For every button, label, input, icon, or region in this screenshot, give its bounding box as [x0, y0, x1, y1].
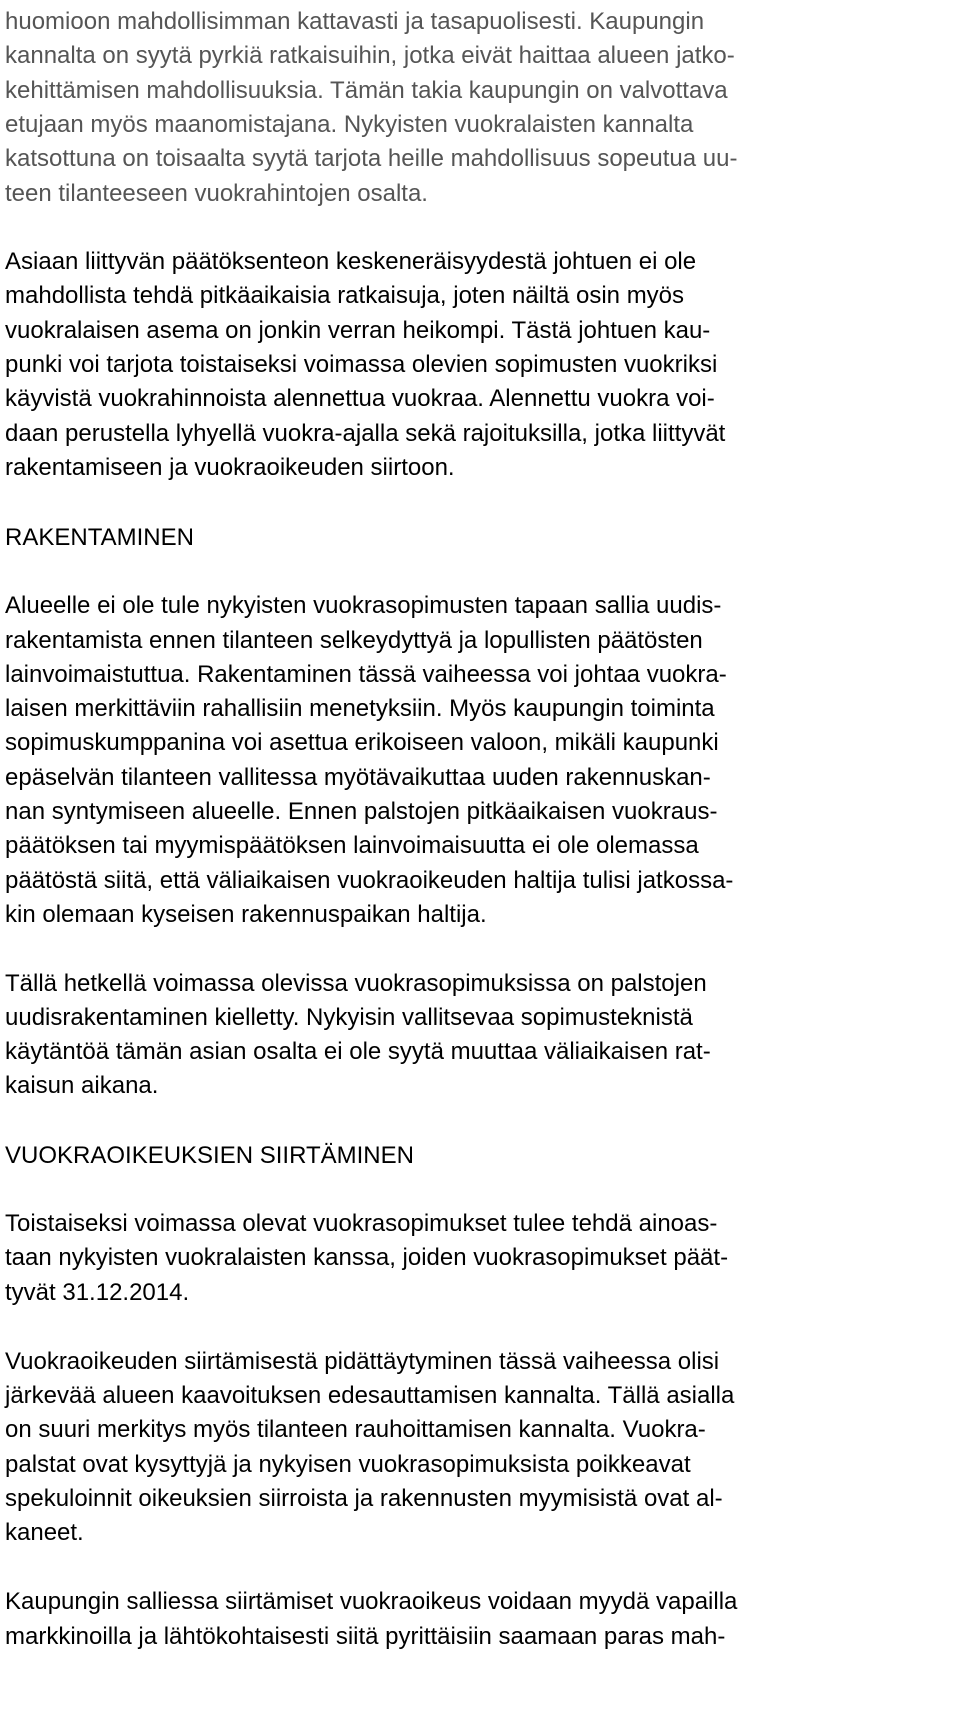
paragraph-3-line: sopimuskumppanina voi asettua erikoiseen valoon, mikäli kaupunki	[5, 729, 719, 756]
paragraph-6-line: järkevää alueen kaavoituksen edesauttamisen kannalta. Tällä asialla	[5, 1382, 735, 1409]
paragraph-2-line: Asiaan liittyvän päätöksenteon keskeneräisyydestä johtuen ei ole	[5, 248, 697, 275]
paragraph-1-line: kehittämisen mahdollisuuksia. Tämän takia kaupungin on valvottava	[5, 77, 728, 104]
paragraph-3-line: kin olemaan kyseisen rakennuspaikan haltija.	[5, 901, 487, 928]
paragraph-3-line: laisen merkittäviin rahallisiin menetyksiin. Myös kaupungin toiminta	[5, 695, 715, 722]
section-heading-vuokraoikeuksien-siirtaminen: VUOKRAOIKEUKSIEN SIIRTÄMINEN	[5, 1142, 414, 1169]
paragraph-5-line: tyvät 31.12.2014.	[5, 1279, 190, 1306]
paragraph-6-line: spekuloinnit oikeuksien siirroista ja rakennusten myymisistä ovat al-	[5, 1485, 723, 1512]
paragraph-1-line: katsottuna on toisaalta syytä tarjota heille mahdollisuus sopeutua uu-	[5, 145, 738, 172]
paragraph-4-line: käytäntöä tämän asian osalta ei ole syytä muuttaa väliaikaisen rat-	[5, 1038, 711, 1065]
paragraph-4-line: uudisrakentaminen kielletty. Nykyisin vallitsevaa sopimusteknistä	[5, 1004, 693, 1031]
paragraph-3-line: päätöksen tai myymispäätöksen lainvoimaisuutta ei ole olemassa	[5, 832, 699, 859]
paragraph-6-line: palstat ovat kysyttyjä ja nykyisen vuokrasopimuksista poikkeavat	[5, 1451, 691, 1478]
paragraph-5-line: taan nykyisten vuokralaisten kanssa, joiden vuokrasopimukset päät-	[5, 1244, 729, 1271]
paragraph-3-line: epäselvän tilanteen vallitessa myötävaikuttaa uuden rakennuskan-	[5, 764, 711, 791]
paragraph-1-line: huomioon mahdollisimman kattavasti ja tasapuolisesti. Kaupungin	[5, 8, 705, 35]
paragraph-2-line: rakentamiseen ja vuokraoikeuden siirtoon.	[5, 454, 455, 481]
paragraph-5-line: Toistaiseksi voimassa olevat vuokrasopimukset tulee tehdä ainoas-	[5, 1210, 718, 1237]
paragraph-4-line: kaisun aikana.	[5, 1072, 159, 1099]
paragraph-2-line: punki voi tarjota toistaiseksi voimassa olevien sopimusten vuokriksi	[5, 351, 718, 378]
paragraph-3-line: Alueelle ei ole tule nykyisten vuokrasopimusten tapaan sallia uudis-	[5, 592, 722, 619]
paragraph-3-line: nan syntymiseen alueelle. Ennen palstojen pitkäaikaisen vuokraus-	[5, 798, 718, 825]
paragraph-2-line: vuokralaisen asema on jonkin verran heikompi. Tästä johtuen kau-	[5, 317, 711, 344]
paragraph-3-line: lainvoimaistuttua. Rakentaminen tässä vaiheessa voi johtaa vuokra-	[5, 661, 727, 688]
paragraph-2-line: mahdollista tehdä pitkäaikaisia ratkaisuja, joten näiltä osin myös	[5, 282, 685, 309]
paragraph-3-line: rakentamista ennen tilanteen selkeydyttyä ja lopullisten päätösten	[5, 627, 703, 654]
paragraph-2-line: käyvistä vuokrahinnoista alennettua vuokraa. Alennettu vuokra voi-	[5, 385, 715, 412]
paragraph-4-line: Tällä hetkellä voimassa olevissa vuokrasopimuksissa on palstojen	[5, 970, 707, 997]
paragraph-1-line: kannalta on syytä pyrkiä ratkaisuihin, jotka eivät haittaa alueen jatko-	[5, 42, 735, 69]
paragraph-2-line: daan perustella lyhyellä vuokra-ajalla sekä rajoituksilla, jotka liittyvät	[5, 420, 726, 447]
paragraph-7-line: markkinoilla ja lähtökohtaisesti siitä pyrittäisiin saamaan paras mah-	[5, 1623, 726, 1650]
paragraph-3-line: päätöstä siitä, että väliaikaisen vuokraoikeuden haltija tulisi jatkossa-	[5, 867, 734, 894]
section-heading-rakentaminen: RAKENTAMINEN	[5, 524, 194, 551]
paragraph-6-line: Vuokraoikeuden siirtämisestä pidättäytyminen tässä vaiheessa olisi	[5, 1348, 720, 1375]
paragraph-6-line: kaneet.	[5, 1519, 84, 1546]
paragraph-1-line: etujaan myös maanomistajana. Nykyisten vuokralaisten kannalta	[5, 111, 694, 138]
paragraph-7-line: Kaupungin salliessa siirtämiset vuokraoikeus voidaan myydä vapailla	[5, 1588, 738, 1615]
paragraph-1-line: teen tilanteeseen vuokrahintojen osalta.	[5, 180, 428, 207]
paragraph-6-line: on suuri merkitys myös tilanteen rauhoittamisen kannalta. Vuokra-	[5, 1416, 706, 1443]
